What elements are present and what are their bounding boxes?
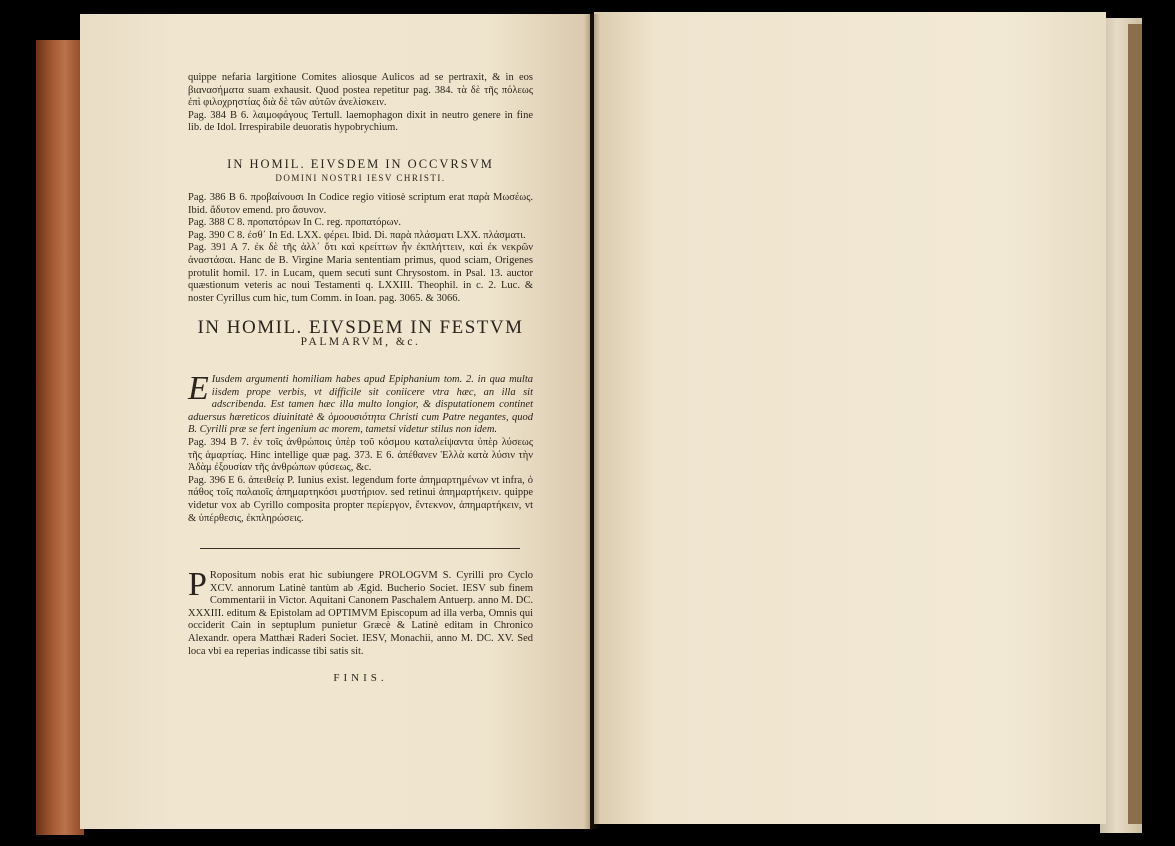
note-paragraph: Pag. 396 E 6. ἀπειθείᾳ P. Iunius exist. legendum forte ἀπημαρτημένων vt infra, ὁ πάθος τοῖς παλαιοῖς ἀπημαρτηκόσι μυστήριον. sed retinui ἀπημαρτήκειν. quippe videtur vox ab Cyrillo composita propter περίεργον, ἔντεκνον, ἀπημαρτήκειν, vt & ὑπέρθεσις, ἐκπληρώσεις. xyxy=(188,474,533,524)
section-palmarum xyxy=(188,317,533,348)
drop-cap: P xyxy=(188,566,207,603)
book-cover-right xyxy=(1128,24,1142,824)
closing-block xyxy=(188,566,533,658)
right-page-blank xyxy=(594,12,1106,824)
top-paragraph-2: Pag. 384 B 6. λαιμοφάγους Tertull. laemophagon dixit in neutro genere in fine lib. de Idol. Irrespirabile deuoratis hypobrychium. xyxy=(188,109,533,134)
drop-cap: E xyxy=(188,370,209,407)
note-paragraph: Pag. 394 B 7. ἐν τοῖς ἀνθρώποις ὑπὲρ τοῦ κόσμου καταλείψαντα ὑπὲρ λύσεως τῆς ἁμαρτίας. Hinc intellige quæ pag. 373. E 6. ἀπέθανεν Ἑλλὰ κατὰ λύσιν τὴν Ἀδὰμ ἐξουσίαν τῆς ἀνθρώπων φύσεως, &c. xyxy=(188,436,533,474)
section-heading-large: IN HOMIL. EIVSDEM IN FESTVM xyxy=(197,317,524,338)
closing-paragraph xyxy=(188,566,533,658)
note-paragraph: Pag. 388 C 8. προπατόρων In C. reg. προπατόρων. xyxy=(188,217,401,229)
note-paragraph: Pag. 390 C 8. ἐσθ᾽ In Ed. LXX. φέρει. Ibid. Di. παρὰ πλάσματι LXX. πλάσματι. xyxy=(188,229,526,241)
intro-text: Iusdem argumenti homiliam habes apud Epiphanium tom. 2. in qua multa iisdem prope verbis, vt difficile sit coniicere vtra hæc, an illa sit adscribenda. Est tamen hæc illa multo longior, & disputationem continet aduersus hæreticos diuinitatè & ὁμοουσιότητα Christi cum Patre negantes, quod B. Cyrilli præ se fert ingenium ac morem, tametsi videtur stilus non idem. xyxy=(188,374,533,436)
section-palmarum-body xyxy=(188,370,533,525)
horizontal-rule xyxy=(200,548,520,549)
book-edge-left xyxy=(36,40,84,835)
book-gutter xyxy=(584,14,600,829)
intro-paragraph xyxy=(188,370,533,437)
closing-text: Ropositum nobis erat hic subiungere PROLOGVM S. Cyrilli pro Cyclo XCV. annorum Latinè tantùm ab Ægid. Bucherio Societ. IESV sub finem Commentarii in Victor. Aquitani Canonem Paschalem Antuerp. anno M. DC. XXXIII. editum & Epistolam ad OPTIMVM Episcopum ad illa verba, Omnis qui occiderit Cain in septuplum punietur Græcè & Latinè editam in Chronico Alexandr. opera Matthæi Raderi Societ. IESV, Monachii, anno M. DC. XV. Sed loca vbi ea reperias indicasse tibi satis sit. xyxy=(188,570,533,657)
section-occursum xyxy=(188,158,533,184)
finis-label: FINIS. xyxy=(333,672,388,684)
section-occursum-notes xyxy=(188,192,533,305)
note-paragraph: Pag. 391 A 7. ἐκ δὲ τῆς ἀλλ᾽ ὅτι καὶ κρείττων ἦν ἐκπλήττειν, καὶ ἐκ νεκρῶν ἀναστάσαι. Hanc de B. Virgine Maria sententiam primus, quod sciam, Origenes protulit homil. 17. in Lucam, quem secuti sunt Chrysostom. in Psal. 13. auctor quæstionum veteris ac noui Testamenti q. LXXIII. Theophil. in c. 2. Luc. & noster Cyrillus cum hic, tum Comm. in Ioan. pag. 3065. & 3066. xyxy=(188,242,533,304)
section-subheading: DOMINI NOSTRI IESV CHRISTI. xyxy=(275,172,446,183)
section-subheading: PALMARVM, &c. xyxy=(300,335,421,348)
top-text-block xyxy=(188,72,533,135)
top-paragraph-1: quippe nefaria largitione Comites aliosque Aulicos ad se pertraxit, & in eos βιανασήματα suam exhausit. Quod postea repetitur pag. 384. τὰ δὲ τῆς πόλεως ἐπὶ φιλοχρηστίας διὰ δὲ τῶν αὐτῶν ἀνελίσκειν. xyxy=(188,72,533,109)
section-heading: IN HOMIL. EIVSDEM IN OCCVRSVM xyxy=(227,157,494,171)
note-paragraph: Pag. 386 B 6. προβαίνουσι In Codice regio vitiosè scriptum erat παρὰ Μωσέως. Ibid. ἄδυτον emend. pro ἄσυνον. xyxy=(188,192,533,216)
